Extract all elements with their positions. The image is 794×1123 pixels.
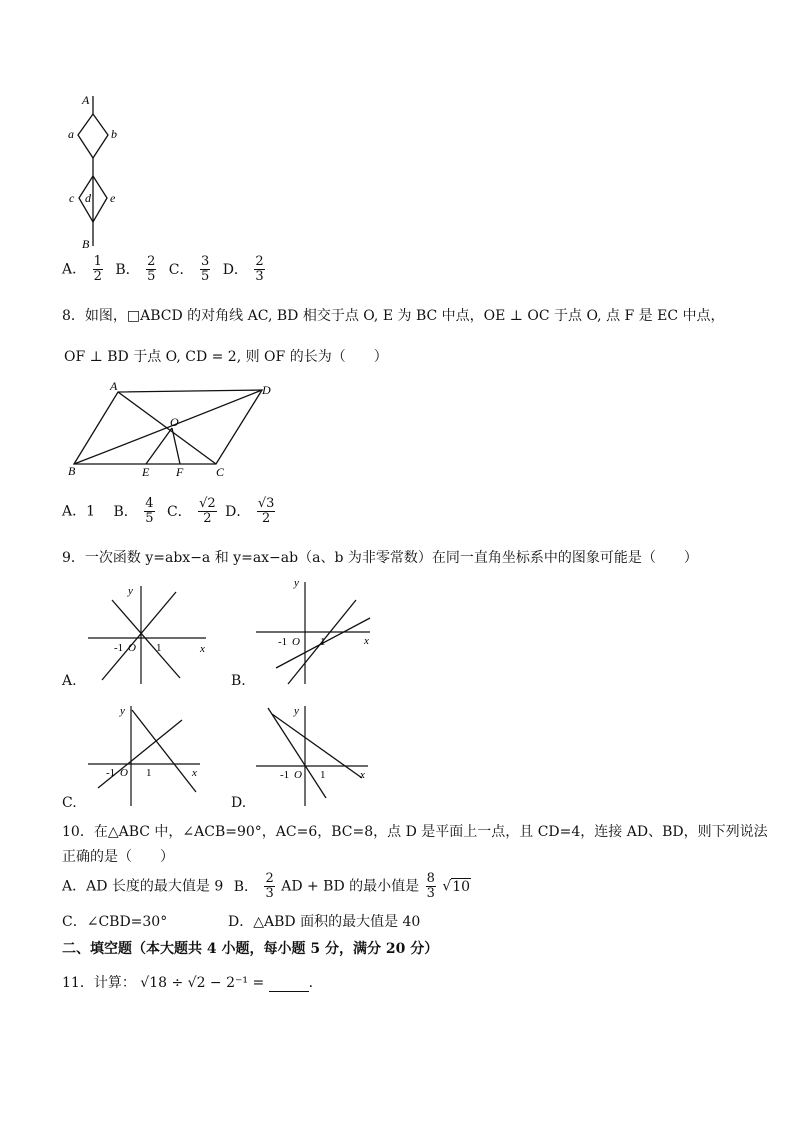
q9c-x: x [192,767,197,779]
q10-opt-a: A．AD 长度的最大值是 9 [62,878,224,895]
q10-opt-d: D．△ABD 面积的最大值是 40 [228,914,421,930]
q10-opt-b-mid: AD + BD 的最小值是 [281,878,420,895]
q10-opt-b-sqrt: 10 [452,878,471,895]
q11-suffix: . [308,975,314,991]
q9b-x: x [364,635,369,647]
q9-opt-d-label: D. [231,795,247,811]
q9c-one: 1 [146,767,152,779]
q10-opt-c: C．∠CBD=30° [62,914,168,930]
q10-opt-b-letter: B． [233,878,259,895]
q9-opt-c-label: C. [62,795,77,811]
q9c-neg1: -1 [106,767,116,779]
q9d-origin: O [294,769,302,781]
q8-label-E: E [142,465,150,479]
q9d-y: y [294,705,299,717]
q8-opt-c-letter: C． [166,503,192,520]
q10-line2: 正确的是（ ） [62,849,174,865]
q7-label-c: c [69,191,75,205]
q11-expr: √18 ÷ √2 − 2⁻¹ = [140,975,265,991]
q8-opt-a: A．1 [62,503,96,520]
q9a-one: 1 [156,642,162,654]
q7-opt-d-frac: $\frac{2}{3}$ [255,254,264,284]
q9-opt-a-label: A. [62,673,77,689]
q8-label-F: F [176,465,184,479]
q7-opt-a-letter: A． [62,261,87,278]
q7-label-A: A [82,93,90,107]
q9c-origin: O [120,767,128,779]
q7-figure [60,88,140,258]
q9d-x: x [360,769,365,781]
q8-line1: 8．如图，□ABCD 的对角线 AC, BD 相交于点 O, E 为 BC 中点，OE ⊥ OC 于点 O, 点 F 是 EC 中点， [62,308,725,324]
q9-graph-a [84,578,214,688]
q7-opt-b-letter: B． [115,261,140,278]
q9c-y: y [120,705,125,717]
q7-opt-d-letter: D． [222,261,248,278]
q9b-one: 1 [320,636,326,648]
q7-label-d: d [85,191,91,205]
q7-opt-a-frac: $\frac{1}{2}$ [93,254,102,284]
q8-opt-c-frac: $\frac{√2}{2}$ [199,496,216,526]
q8-label-O: O [170,415,179,429]
q8-label-C: C [216,465,225,479]
q8-label-B: B [68,464,76,478]
q10-opt-b-frac1: $\frac{2}{3}$ [265,871,274,901]
q9a-origin: O [128,642,136,654]
q9d-one: 1 [320,769,326,781]
q8-options [62,497,277,526]
q8-opt-d-frac: $\frac{√3}{2}$ [257,496,275,526]
q9a-neg1: -1 [114,642,124,654]
q7-options [62,255,267,284]
q7-label-a: a [68,127,74,141]
q11-answer-blank[interactable] [269,977,309,992]
q9-graph-d [252,700,377,810]
q8-line2: OF ⊥ BD 于点 O, CD = 2, 则 OF 的长为（ ） [64,349,388,365]
q7-label-B: B [82,237,90,251]
q7-opt-c-letter: C． [168,261,194,278]
q9a-y: y [128,585,133,597]
q7-opt-b-frac: $\frac{2}{5}$ [147,254,156,284]
q9-question: 9．一次函数 y=abx−a 和 y=ax−ab（a、b 为非零常数）在同一直角坐标系中的图象可能是（ ） [62,550,698,566]
q7-label-e: e [110,191,116,205]
q9d-neg1: -1 [280,769,290,781]
q10-opt-ab: A．AD 长度的最大值是 9 B． $\frac{2}{3}$ AD + BD 的最小值是 $\frac{8}{3}$ √10 [62,871,471,901]
q10-opt-b-frac2: $\frac{8}{3}$ [426,871,435,901]
q8-label-A: A [110,380,118,393]
q9b-y: y [294,577,299,589]
q8-opt-d-letter: D． [225,503,251,520]
q9-graph-c [84,700,209,810]
q10-line1: 10．在△ABC 中，∠ACB=90°，AC=6，BC=8，点 D 是平面上一点，且 CD=4，连接 AD、BD，则下列说法 [62,824,768,840]
q7-opt-c-frac: $\frac{3}{5}$ [200,254,210,284]
q9a-x: x [200,643,205,655]
section2-title: 二、填空题（本大题共 4 小题，每小题 5 分，满分 20 分） [62,941,439,957]
q9b-neg1: -1 [278,636,288,648]
q8-parallelogram-figure [62,380,282,480]
q8-opt-b-frac: $\frac{4}{5}$ [145,496,154,526]
q11-line [62,974,313,992]
q8-label-D: D [262,383,271,397]
q9b-origin: O [292,636,300,648]
q7-label-b: b [111,127,117,141]
q9-graph-b [252,574,377,689]
q8-opt-b-letter: B． [113,503,138,520]
q11-prefix: 11．计算： [62,975,136,991]
q9-opt-b-label: B. [231,673,246,689]
